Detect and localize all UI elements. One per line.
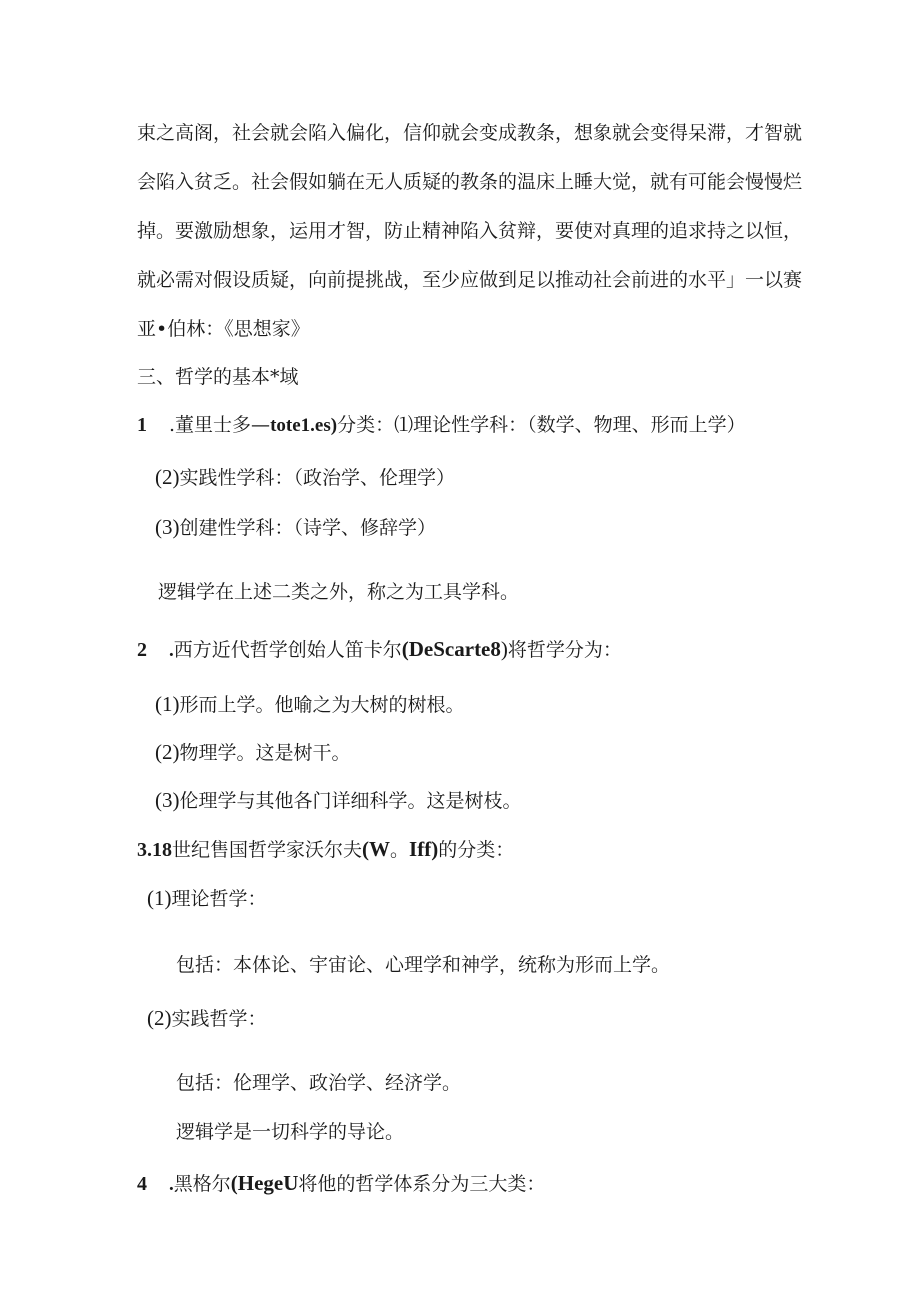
item-3-sub-1-text: 理论哲学：	[171, 888, 267, 910]
item-1-sub-2-number: (2)	[155, 465, 180, 489]
item-2-sub-2-number: (2)	[155, 740, 180, 764]
item-2-sub-2-text: 物理学。这是树干。	[179, 742, 351, 764]
item-3-sub-2-text: 实践哲学：	[171, 1008, 267, 1030]
item-2-sub-1-text: 形而上学。他喻之为大树的树根。	[179, 694, 465, 716]
item-1-sub-2-text: 实践性学科：（政治学、伦理学）	[179, 467, 456, 489]
item-3-sub-2-number: (2)	[147, 1006, 172, 1030]
item-4-post: 将他的哲学体系分为三大类：	[298, 1173, 546, 1195]
item-2-dot: .	[169, 640, 174, 661]
item-1-sub-3-number: (3)	[155, 515, 180, 539]
item-2-sub-3	[155, 788, 522, 813]
item-4-pre: 黑格尔	[173, 1173, 231, 1195]
item-2-sub-2	[155, 740, 351, 765]
item-2-sub-1-number: (1)	[155, 692, 180, 716]
item-1-sub-3	[155, 515, 436, 540]
item-1-pre: 董里士多—	[175, 414, 271, 436]
item-1-number: 1	[137, 414, 147, 436]
item-3-sub-2-detail: 包括：伦理学、政治学、经济学。	[176, 1072, 462, 1094]
item-3-sub-1-detail: 包括：本体论、宇宙论、心理学和神学，统称为形而上学。	[176, 954, 671, 976]
item-3-sub-2	[147, 1006, 267, 1031]
paragraph-line-5: 亚•伯林：《思想家》	[137, 318, 310, 340]
item-1-sub-3-text: 创建性学科：（诗学、修辞学）	[179, 517, 437, 539]
item-3-number: 3.18	[137, 839, 172, 861]
paragraph-line-1: 束之高阁，社会就会陷入偏化，信仰就会变成教条，想象就会变得呆滞，才智就	[137, 122, 803, 144]
item-2-bold: (DeScarte8	[401, 637, 501, 661]
item-3-post: 的分类：	[438, 839, 515, 861]
item-4-heading	[137, 1171, 545, 1197]
item-1-heading	[137, 413, 746, 438]
item-1-dot: .	[169, 414, 176, 436]
item-1-sub-2	[155, 465, 455, 490]
item-2-pre: 西方近代哲学创始人笛卡尔	[173, 639, 402, 661]
item-3-bold-2: Iff)	[409, 837, 439, 861]
item-3-sub-1-number: (1)	[147, 886, 172, 910]
paragraph-line-2: 会陷入贫乏。社会假如躺在无人质疑的教条的温床上睡大觉，就有可能会慢慢烂	[137, 171, 803, 193]
item-4-bold: (HegeU	[230, 1171, 299, 1195]
item-1-note: 逻辑学在上述二类之外，称之为工具学科。	[158, 581, 520, 603]
item-3-heading	[137, 837, 514, 862]
item-2-paren-close: )	[500, 637, 508, 661]
paragraph-line-4: 就必需对假设质疑，向前提挑战，至少应做到足以推动社会前进的水平」一以赛	[137, 269, 803, 291]
item-1-bold: tote1.es)	[270, 415, 338, 436]
item-2-sub-3-number: (3)	[155, 788, 180, 812]
item-2-sub-1	[155, 692, 465, 717]
item-3-pre: 世纪售国哲学家沃尔夫	[172, 839, 363, 861]
item-3-mid: 。	[390, 839, 410, 861]
item-4-number: 4	[137, 1173, 147, 1195]
section-heading: 三、哲学的基本*域	[137, 366, 299, 388]
item-2-post: 将哲学分为：	[507, 639, 622, 661]
item-2-heading	[137, 637, 622, 663]
item-2-number: 2	[137, 639, 147, 661]
paragraph-line-3: 掉。要激励想象，运用才智，防止精神陷入贫辩，要使对真理的追求持之以恒，	[137, 220, 803, 242]
item-4-dot: .	[169, 1174, 174, 1195]
item-3-sub-2-note: 逻辑学是一切科学的导论。	[176, 1121, 405, 1143]
item-3-sub-1	[147, 886, 267, 911]
item-3-bold-1: (W	[362, 837, 391, 861]
item-1-post: 分类：⑴理论性学科：（数学、物理、形而上学）	[337, 414, 746, 436]
item-2-sub-3-text: 伦理学与其他各门详细科学。这是树枝。	[179, 790, 522, 812]
